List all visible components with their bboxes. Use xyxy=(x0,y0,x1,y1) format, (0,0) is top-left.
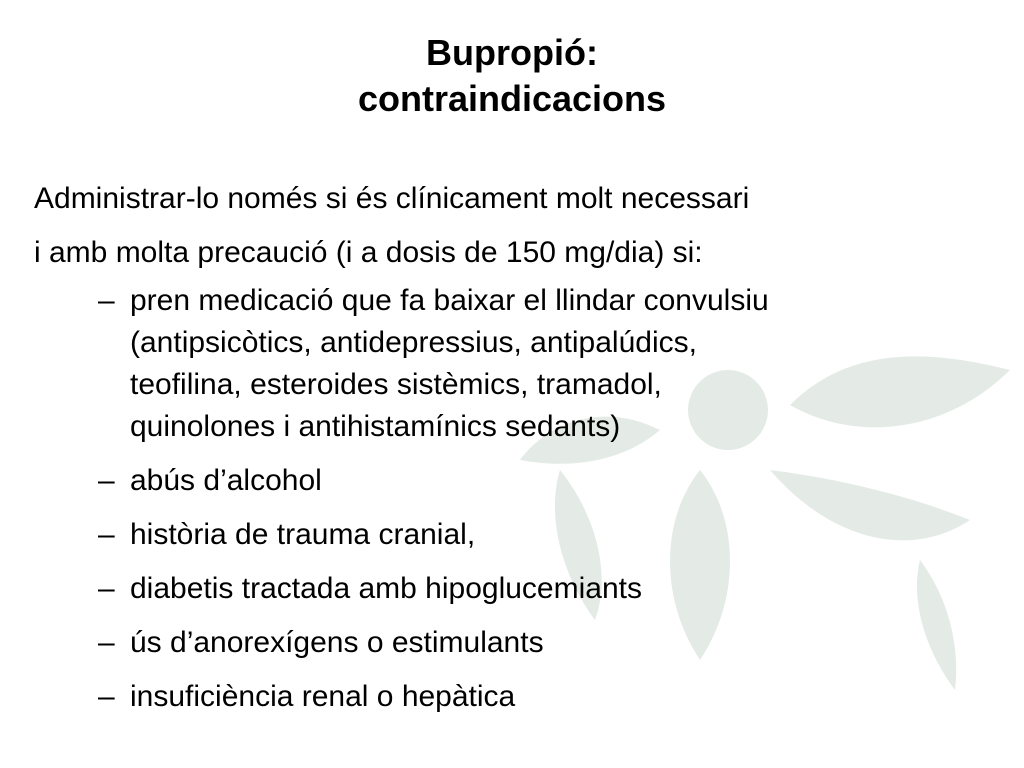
dash-bullet: – xyxy=(98,626,115,659)
list-item-line: diabetis tractada amb hipoglucemiants xyxy=(130,572,642,605)
dash-bullet: – xyxy=(98,680,115,713)
dash-bullet: – xyxy=(98,572,115,605)
intro-line-1: Administrar-lo només si és clínicament molt necessari xyxy=(34,182,750,215)
dash-bullet: – xyxy=(98,464,115,497)
title-line-2: contraindicacions xyxy=(357,78,667,119)
list-item xyxy=(34,460,994,502)
list-item-line: insuficiència renal o hepàtica xyxy=(130,680,516,713)
list-item xyxy=(34,568,994,610)
list-item-line: pren medicació que fa baixar el llindar convulsiu xyxy=(130,284,769,317)
intro-line-2: i amb molta precaució (i a dosis de 150 mg/dia) si: xyxy=(34,236,703,269)
list-item-line: abús d’alcohol xyxy=(130,464,322,497)
list-item-line: teofilina, esteroides sistèmics, tramadol, xyxy=(130,368,662,401)
dash-bullet: – xyxy=(98,518,115,551)
list-item-line: (antipsicòtics, antidepressius, antipalúdics, xyxy=(130,326,697,359)
slide-title xyxy=(200,30,824,122)
title-line-1: Bupropió: xyxy=(426,32,598,73)
list-item xyxy=(34,676,994,718)
list-item xyxy=(34,622,994,664)
list-item-line: ús d’anorexígens o estimulants xyxy=(130,626,544,659)
list-item-line: història de trauma cranial, xyxy=(130,518,476,551)
intro-text xyxy=(34,172,994,280)
dash-bullet: – xyxy=(98,284,115,317)
list-item-line: quinolones i antihistamínics sedants) xyxy=(130,410,621,443)
contraindication-list xyxy=(34,280,994,718)
list-item xyxy=(34,280,994,448)
list-item xyxy=(34,514,994,556)
